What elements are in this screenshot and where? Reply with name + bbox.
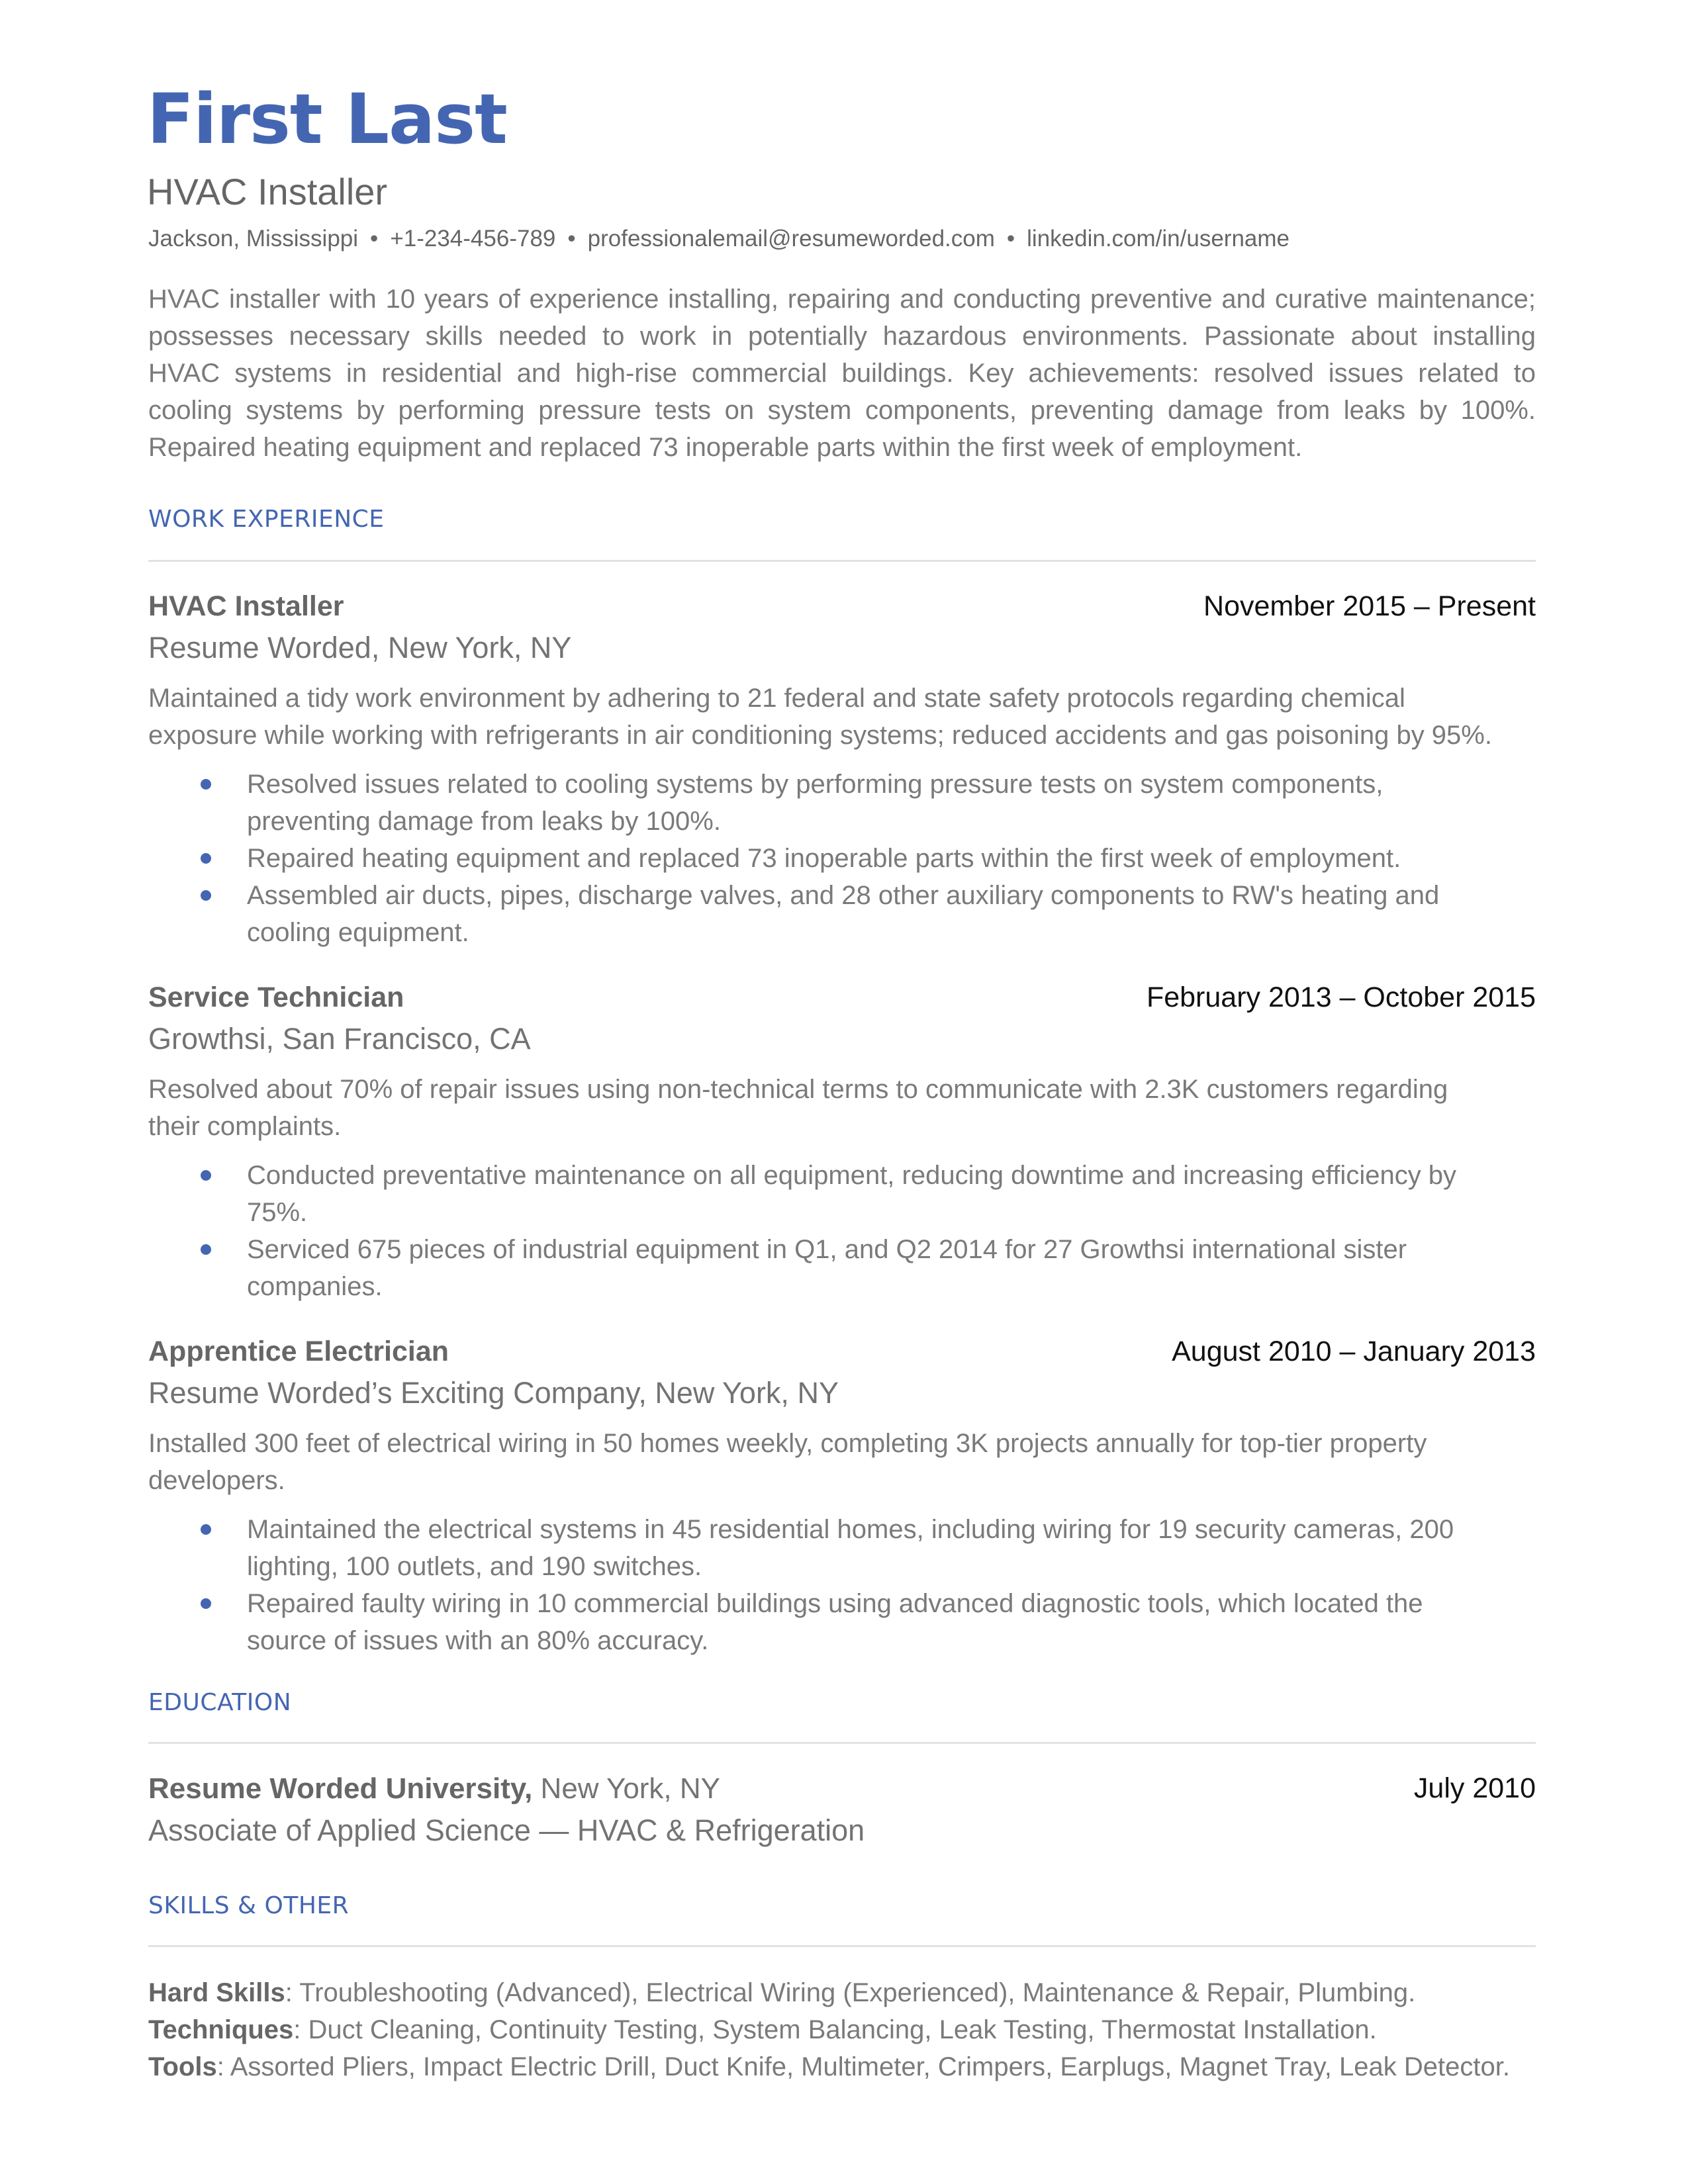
education-location: New York, NY xyxy=(532,1772,721,1805)
job-description: Resolved about 70% of repair issues using non-technical terms to communicate with 2.3K customers regarding their complaints. xyxy=(148,1075,1448,1141)
bullet-icon xyxy=(201,890,211,901)
skills-label: Techniques xyxy=(148,2015,294,2044)
education-date: July 2010 xyxy=(1413,1772,1536,1804)
bullet-icon xyxy=(201,1598,211,1609)
education-school-line xyxy=(148,1774,720,1803)
job-description: Maintained a tidy work environment by adhering to 21 federal and state safety protocols regarding chemical exposure while working with refrigerants in air conditioning systems; reduced accidents and gas poisoning by 95%. xyxy=(148,684,1492,750)
list-item xyxy=(148,766,1505,840)
contact-phone[interactable]: +1-234-456-789 xyxy=(390,226,556,251)
bullet-icon xyxy=(201,1244,211,1255)
job-dates: August 2010 – January 2013 xyxy=(1172,1336,1536,1367)
list-item xyxy=(148,877,1505,951)
separator-dot-icon: • xyxy=(567,226,576,251)
education-degree: Associate of Applied Science — HVAC & Refrigeration xyxy=(148,1813,865,1847)
job-bullets xyxy=(148,766,1536,951)
candidate-name: First Last xyxy=(147,79,507,159)
contact-email[interactable]: professionalemail@resumeworded.com xyxy=(587,226,995,251)
skills-label: Tools xyxy=(148,2052,217,2081)
bullet-icon xyxy=(201,779,211,790)
summary-line: possesses necessary skills needed to work in potentially hazardous environments. Passionate about installing xyxy=(148,322,1536,351)
job-bullets xyxy=(148,1511,1536,1659)
contact-linkedin[interactable]: linkedin.com/in/username xyxy=(1027,226,1290,251)
bullet-icon xyxy=(201,853,211,864)
list-item xyxy=(148,1585,1505,1659)
bullet-text: Assembled air ducts, pipes, discharge valves, and 28 other auxiliary components to RW's heating and cooling equipment. xyxy=(247,881,1440,947)
list-item xyxy=(148,840,1505,877)
job-company: Growthsi, San Francisco, CA xyxy=(148,1022,531,1056)
job-description: Installed 300 feet of electrical wiring in 50 homes weekly, completing 3K projects annually for top-tier property developers. xyxy=(148,1429,1427,1495)
bullet-icon xyxy=(201,1170,211,1181)
section-title-work-experience: WORK EXPERIENCE xyxy=(148,506,385,533)
skills-value: : Troubleshooting (Advanced), Electrical Wiring (Experienced), Maintenance & Repair, Plumbing. xyxy=(285,1978,1416,2007)
section-title-education: EDUCATION xyxy=(148,1689,292,1716)
separator-dot-icon: • xyxy=(370,226,379,251)
section-divider xyxy=(148,1945,1536,1947)
bullet-text: Serviced 675 pieces of industrial equipment in Q1, and Q2 2014 for 27 Growthsi international sister companies. xyxy=(247,1235,1407,1301)
bullet-text: Maintained the electrical systems in 45 residential homes, including wiring for 19 security cameras, 200 lighting, 100 outlets, and 190 switches. xyxy=(247,1515,1454,1581)
bullet-text: Repaired faulty wiring in 10 commercial buildings using advanced diagnostic tools, which located the source of issues with an 80% accuracy. xyxy=(247,1589,1423,1655)
summary-line: Repaired heating equipment and replaced 73 inoperable parts within the first week of employment. xyxy=(148,433,1303,462)
summary-line: HVAC systems in residential and high-rise commercial buildings. Key achievements: resolved issues related to xyxy=(148,359,1536,388)
skills-value: : Assorted Pliers, Impact Electric Drill, Duct Knife, Multimeter, Crimpers, Earplugs, Magnet Tray, Leak Detector. xyxy=(216,2052,1510,2081)
skills-list xyxy=(148,1974,1571,2085)
education-school: Resume Worded University, xyxy=(148,1772,533,1805)
skills-row-tools xyxy=(148,2048,1571,2085)
job-company: Resume Worded, New York, NY xyxy=(148,631,572,664)
candidate-title: HVAC Installer xyxy=(147,171,388,212)
bullet-text: Repaired heating equipment and replaced 73 inoperable parts within the first week of employment. xyxy=(247,844,1401,873)
summary xyxy=(148,281,1536,466)
section-title-skills: SKILLS & OTHER xyxy=(148,1892,350,1919)
job-dates: November 2015 – Present xyxy=(1203,590,1536,622)
section-divider xyxy=(148,560,1536,562)
contact-location: Jackson, Mississippi xyxy=(148,226,359,251)
job-bullets xyxy=(148,1157,1536,1305)
job-title: Service Technician xyxy=(148,981,404,1013)
job-title: HVAC Installer xyxy=(148,590,344,622)
section-divider xyxy=(148,1742,1536,1744)
bullet-icon xyxy=(201,1524,211,1535)
list-item xyxy=(148,1511,1505,1585)
skills-value: : Duct Cleaning, Continuity Testing, System Balancing, Leak Testing, Thermostat Installation. xyxy=(293,2015,1377,2044)
separator-dot-icon: • xyxy=(1006,226,1015,251)
bullet-text: Resolved issues related to cooling systems by performing pressure tests on system components, preventing damage from leaks by 100%. xyxy=(247,770,1383,836)
summary-line: HVAC installer with 10 years of experience installing, repairing and conducting preventive and curative maintenance; xyxy=(148,285,1536,314)
list-item xyxy=(148,1231,1505,1305)
job-company: Resume Worded’s Exciting Company, New York, NY xyxy=(148,1376,839,1410)
skills-row-techniques xyxy=(148,2011,1571,2048)
list-item xyxy=(148,1157,1505,1231)
contact-line xyxy=(148,227,1289,250)
skills-label: Hard Skills xyxy=(148,1978,285,2007)
bullet-text: Conducted preventative maintenance on all equipment, reducing downtime and increasing efficiency by 75%. xyxy=(247,1161,1457,1227)
job-dates: February 2013 – October 2015 xyxy=(1146,981,1536,1013)
skills-row-hard-skills xyxy=(148,1974,1571,2011)
job-title: Apprentice Electrician xyxy=(148,1336,449,1367)
summary-line: cooling systems by performing pressure tests on system components, preventing damage from leaks by 100%. xyxy=(148,396,1536,425)
